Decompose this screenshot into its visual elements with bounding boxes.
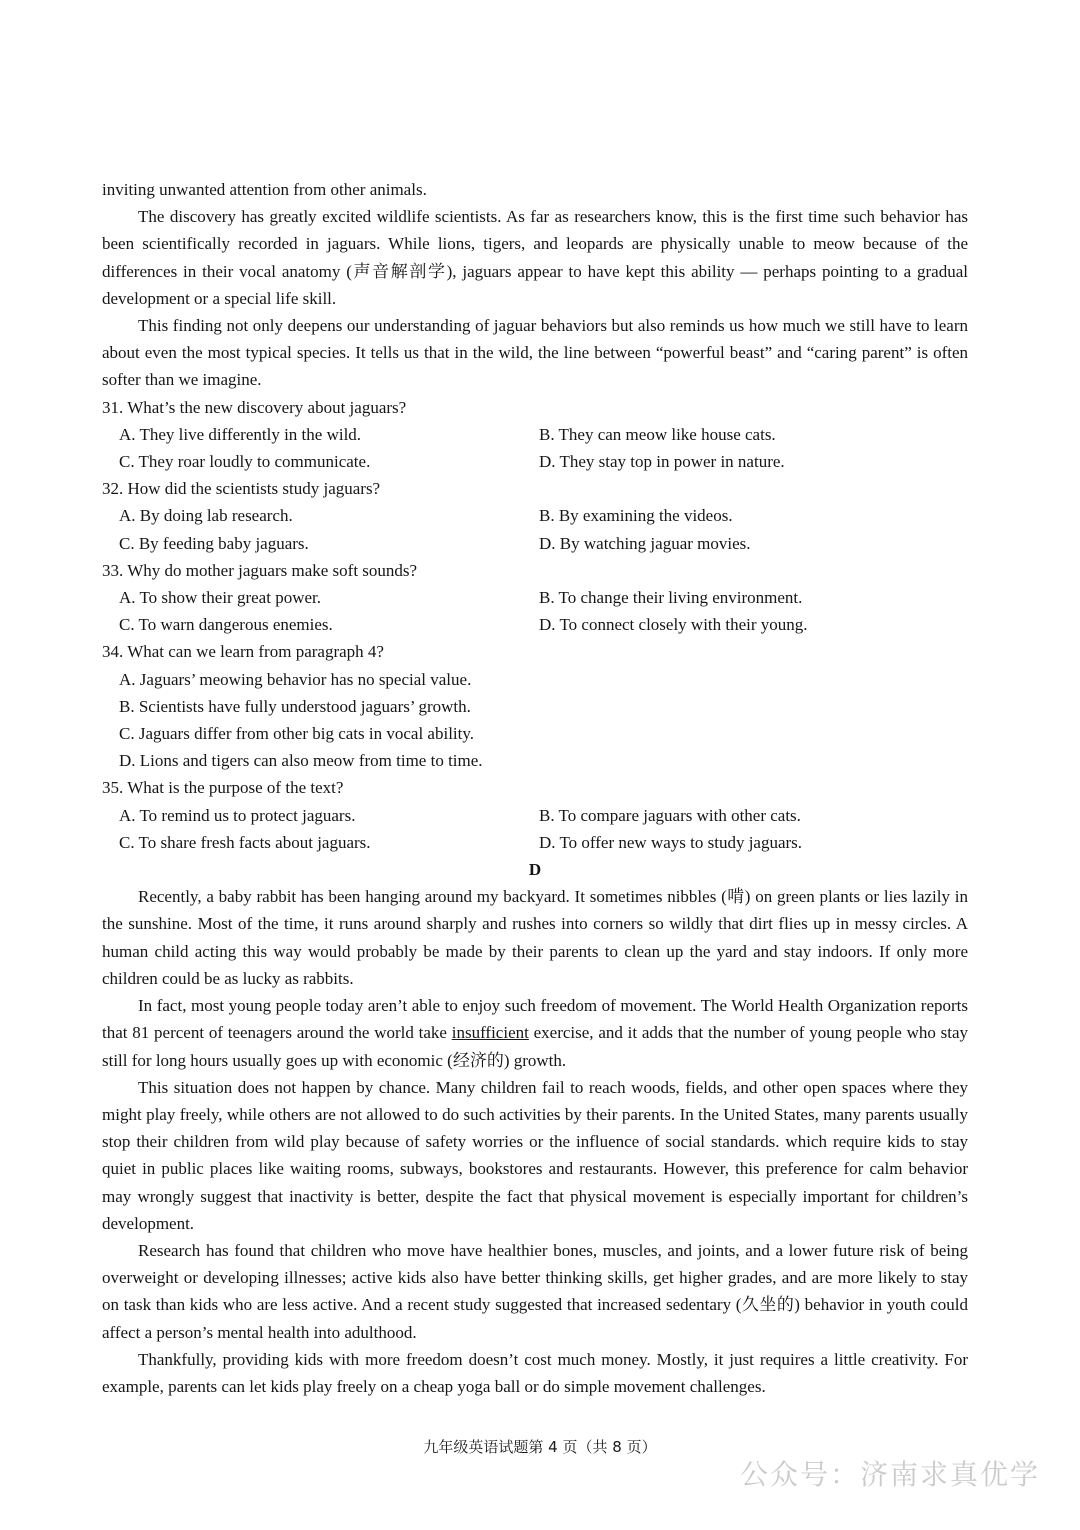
question-31 <box>102 394 968 476</box>
option-b[interactable]: B. They can meow like house cats. <box>539 424 776 444</box>
passage-d-paragraph-4: Research has found that children who move have healthier bones, muscles, and joints, and a lower future risk of being overweight or developing illnesses; active kids also have better thinking skills, get higher grades, and are more likely to stay on task than kids who are less active. And a recent study suggested that increased sedentary (久坐的) behavior in youth could affect a person’s mental health into adulthood. <box>102 1240 968 1342</box>
question-options <box>102 584 968 638</box>
option-c[interactable]: C. Jaguars differ from other big cats in vocal ability. <box>119 724 475 744</box>
option-c[interactable]: C. They roar loudly to communicate. <box>119 452 371 472</box>
option-a[interactable]: A. Jaguars’ meowing behavior has no special value. <box>119 669 472 689</box>
option-a[interactable]: A. To remind us to protect jaguars. <box>119 805 356 825</box>
question-options <box>102 802 968 856</box>
option-b[interactable]: B. By examining the videos. <box>539 506 733 526</box>
option-b[interactable]: B. To change their living environment. <box>539 588 803 608</box>
question-33 <box>102 557 968 639</box>
page-footer: 九年级英语试题第 4 页（共 8 页） <box>423 1438 657 1456</box>
passage-c-paragraph-3: This finding not only deepens our understanding of jaguar behaviors but also reminds us how much we still have to learn about even the most typical species. It tells us that in the wild, the line between “powerful beast” and “caring parent” is often softer than we imagine. <box>102 316 968 390</box>
option-d[interactable]: D. To connect closely with their young. <box>539 615 808 635</box>
paragraph-text: exercise, and it adds that the number of young people who stay still for long hours usually goes up with economic (经济的) growth. <box>102 1023 968 1070</box>
question-options <box>102 421 968 475</box>
option-b[interactable]: B. Scientists have fully understood jaguars’ growth. <box>119 696 471 716</box>
option-a[interactable]: A. By doing lab research. <box>119 506 293 526</box>
question-stem: 35. What is the purpose of the text? <box>102 778 344 798</box>
passage-d-paragraph-5: Thankfully, providing kids with more freedom doesn’t cost much money. Mostly, it just requires a little creativity. For example, parents can let kids play freely on a cheap yoga ball or do simple movement challenges. <box>102 1349 968 1396</box>
passage-d-paragraph-1: Recently, a baby rabbit has been hanging around my backyard. It sometimes nibbles (啃) on green plants or lies lazily in the sunshine. Most of the time, it runs around sharply and rushes into corners so wildly that dirt flies up in messy circles. A human child acting this way would probably be made by their parents to clean up the yard and stay indoors. If only more children could be as lucky as rabbits. <box>102 887 968 988</box>
passage-d-paragraph-3: This situation does not happen by chance. Many children fail to reach woods, fields, and other open spaces where they might play freely, while others are not allowed to do such activities by their parents. In the United States, many parents usually stop their children from wild play because of safety worries or the influence of social standards. which require kids to stay quiet in public places like waiting rooms, subways, bookstores and restaurants. However, this preference for calm behavior may wrongly suggest that inactivity is better, despite the fact that physical movement is especially important for children’s development. <box>102 1077 968 1233</box>
exam-page <box>102 176 968 1400</box>
question-stem: 32. How did the scientists study jaguars? <box>102 479 381 499</box>
option-b[interactable]: B. To compare jaguars with other cats. <box>539 805 801 825</box>
option-a[interactable]: A. They live differently in the wild. <box>119 424 362 444</box>
question-35 <box>102 774 968 856</box>
passage-c-paragraph-2: The discovery has greatly excited wildlife scientists. As far as researchers know, this is the first time such behavior has been scientifically recorded in jaguars. While lions, tigers, and leopards are physically unable to meow because of the differences in their vocal anatomy (声音解剖学), jaguars appear to have kept this ability — perhaps pointing to a gradual development or a special life skill. <box>102 207 968 308</box>
paragraph-text: In fact, most young people today aren’t able to enjoy such freedom of movement. The World Health Organization reports that 81 percent of teenagers around the world take <box>102 996 968 1043</box>
option-c[interactable]: C. By feeding baby jaguars. <box>119 533 309 553</box>
option-d[interactable]: D. They stay top in power in nature. <box>539 452 785 472</box>
watermark: 公众号：济南求真优学 <box>739 1458 1040 1491</box>
option-d[interactable]: D. Lions and tigers can also meow from time to time. <box>119 751 483 771</box>
option-c[interactable]: C. To warn dangerous enemies. <box>119 615 333 635</box>
option-c[interactable]: C. To share fresh facts about jaguars. <box>119 832 371 852</box>
section-d-title: D <box>528 860 542 880</box>
option-a[interactable]: A. To show their great power. <box>119 588 321 608</box>
option-d[interactable]: D. To offer new ways to study jaguars. <box>539 832 803 852</box>
question-stem: 33. Why do mother jaguars make soft sounds? <box>102 560 418 580</box>
option-d[interactable]: D. By watching jaguar movies. <box>539 533 751 553</box>
passage-d-paragraph-2 <box>102 992 968 1074</box>
passage-c-paragraph-1: inviting unwanted attention from other animals. <box>102 180 427 199</box>
question-options <box>102 666 968 775</box>
underlined-word: insufficient <box>451 1023 529 1043</box>
question-stem: 34. What can we learn from paragraph 4? <box>102 642 384 662</box>
question-stem: 31. What’s the new discovery about jaguars? <box>102 397 407 417</box>
question-32 <box>102 475 968 557</box>
question-34 <box>102 638 968 774</box>
question-options <box>102 502 968 556</box>
